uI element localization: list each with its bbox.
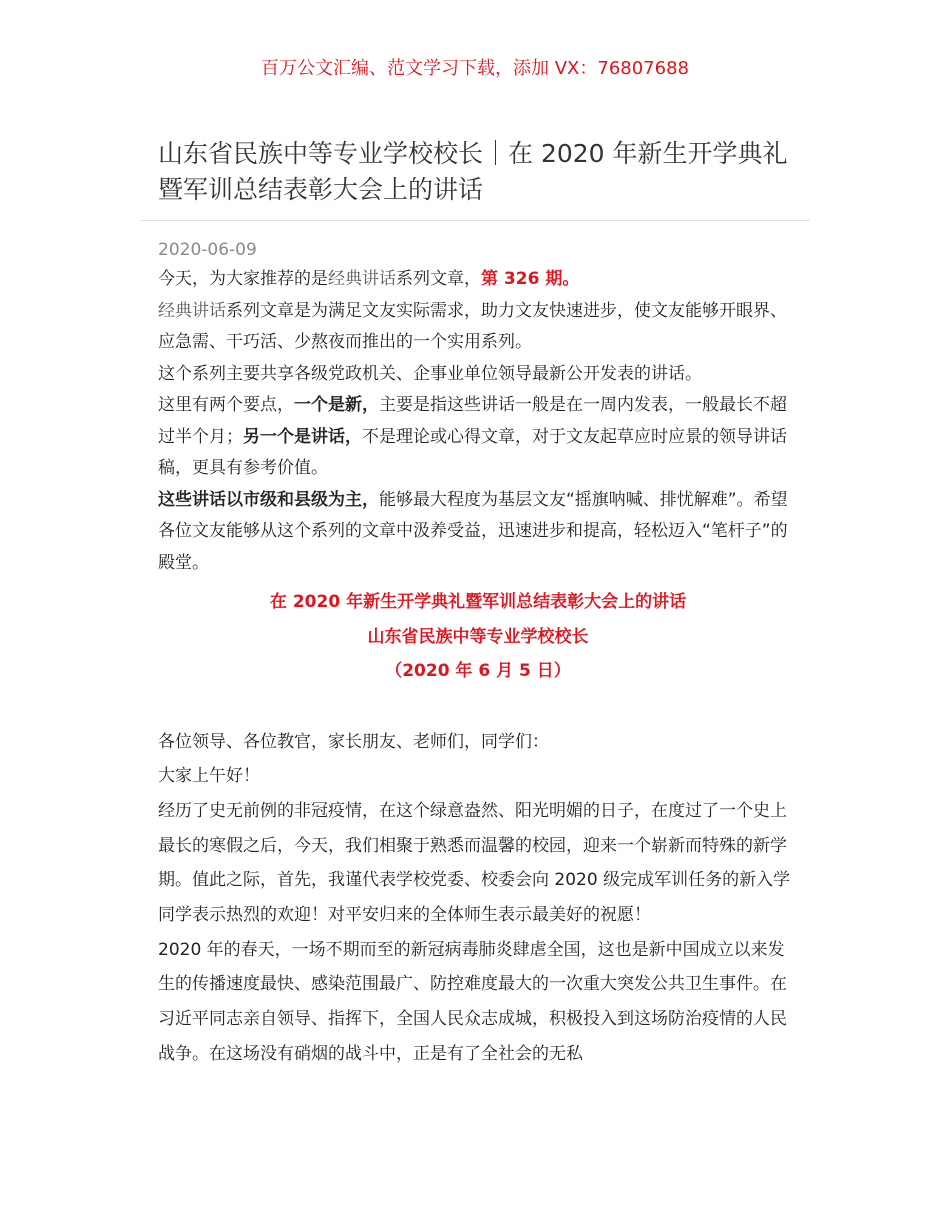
series-name: 经典讲话 — [158, 300, 226, 321]
emphasis-text: 这些讲话以市级和县级为主， — [158, 489, 379, 510]
speech-speaker: 山东省民族中等专业学校校长 — [367, 626, 589, 647]
article-body — [158, 236, 798, 1072]
speech-paragraph: 各位领导、各位教官，家长朋友、老师们，同学们： — [158, 731, 549, 752]
speech-heading: 在 2020 年新生开学典礼暨军训总结表彰大会上的讲话 — [269, 592, 687, 612]
article-title: 山东省民族中等专业学校校长｜在 2020 年新生开学典礼暨军训总结表彰大会上的讲话 — [158, 139, 788, 204]
intro-text: 系列文章是为满足文友实际需求，助力文友快速进步，使文友能够开眼界、应急需、干巧活、少熬夜而推出的一个实用系列。 — [158, 300, 787, 352]
speech-date: （2020 年 6 月 5 日） — [385, 661, 571, 681]
download-banner: 百万公文汇编、范文学习下载，添加 VX：76807688 — [261, 58, 689, 79]
intro-paragraph — [158, 390, 798, 485]
speech-paragraph: 大家上午好！ — [158, 766, 260, 787]
speech-header — [158, 585, 798, 689]
intro-text: 今天，为大家推荐的是 — [158, 269, 328, 289]
emphasis-text: 一个是新， — [294, 395, 379, 415]
speech-body — [158, 725, 798, 1072]
intro-text: 主要是指这些讲话一般是在一周内发表，一般最长不超过半个月； — [158, 395, 787, 447]
speech-paragraph: 经历了史无前例的非冠疫情，在这个绿意盎然、阳光明媚的日子，在度过了一个史上最长的寒假之后，今天，我们相聚于熟悉而温馨的校园，迎来一个崭新而特殊的新学期。值此之际，首先，我谨代表学校党委、校委会向 2020 级完成军训任务的新入学同学表示热烈的欢迎！对平安归来的全体师生表示最美好的祝愿！ — [158, 800, 791, 926]
issue-number: 第 326 期。 — [481, 269, 580, 289]
intro-paragraph — [158, 264, 798, 296]
publish-date: 2020-06-09 — [158, 240, 257, 260]
intro-text: 不是理论或心得文章，对于文友起草应时应景的领导讲话稿，更具有参考价值。 — [158, 426, 787, 478]
intro-text: 系列文章， — [396, 269, 481, 289]
intro-paragraph — [158, 296, 798, 359]
emphasis-text: 另一个是讲话， — [243, 426, 362, 447]
title-divider — [140, 220, 810, 221]
intro-text: 这里有两个要点， — [158, 395, 294, 415]
intro-text: 能够最大程度为基层文友“摇旗呐喊、排忧解难”。希望各位文友能够从这个系列的文章中汲养受益，迅速进步和提高，轻松迈入“笔杆子”的殿堂。 — [158, 489, 788, 573]
speech-paragraph: 2020 年的春天，一场不期而至的新冠病毒肺炎肆虐全国，这也是新中国成立以来发生的传播速度最快、感染范围最广、防控难度最大的一次重大突发公共卫生事件。在习近平同志亲自领导、指挥下，全国人民众志成城，积极投入到这场防治疫情的人民战争。在这场没有硝烟的战斗中，正是有了全社会的无私 — [158, 939, 787, 1064]
intro-paragraph — [158, 485, 798, 580]
intro-paragraph: 这个系列主要共享各级党政机关、企事业单位领导最新公开发表的讲话。 — [158, 363, 702, 384]
intro-section — [158, 264, 798, 579]
series-name: 经典讲话 — [328, 269, 396, 289]
